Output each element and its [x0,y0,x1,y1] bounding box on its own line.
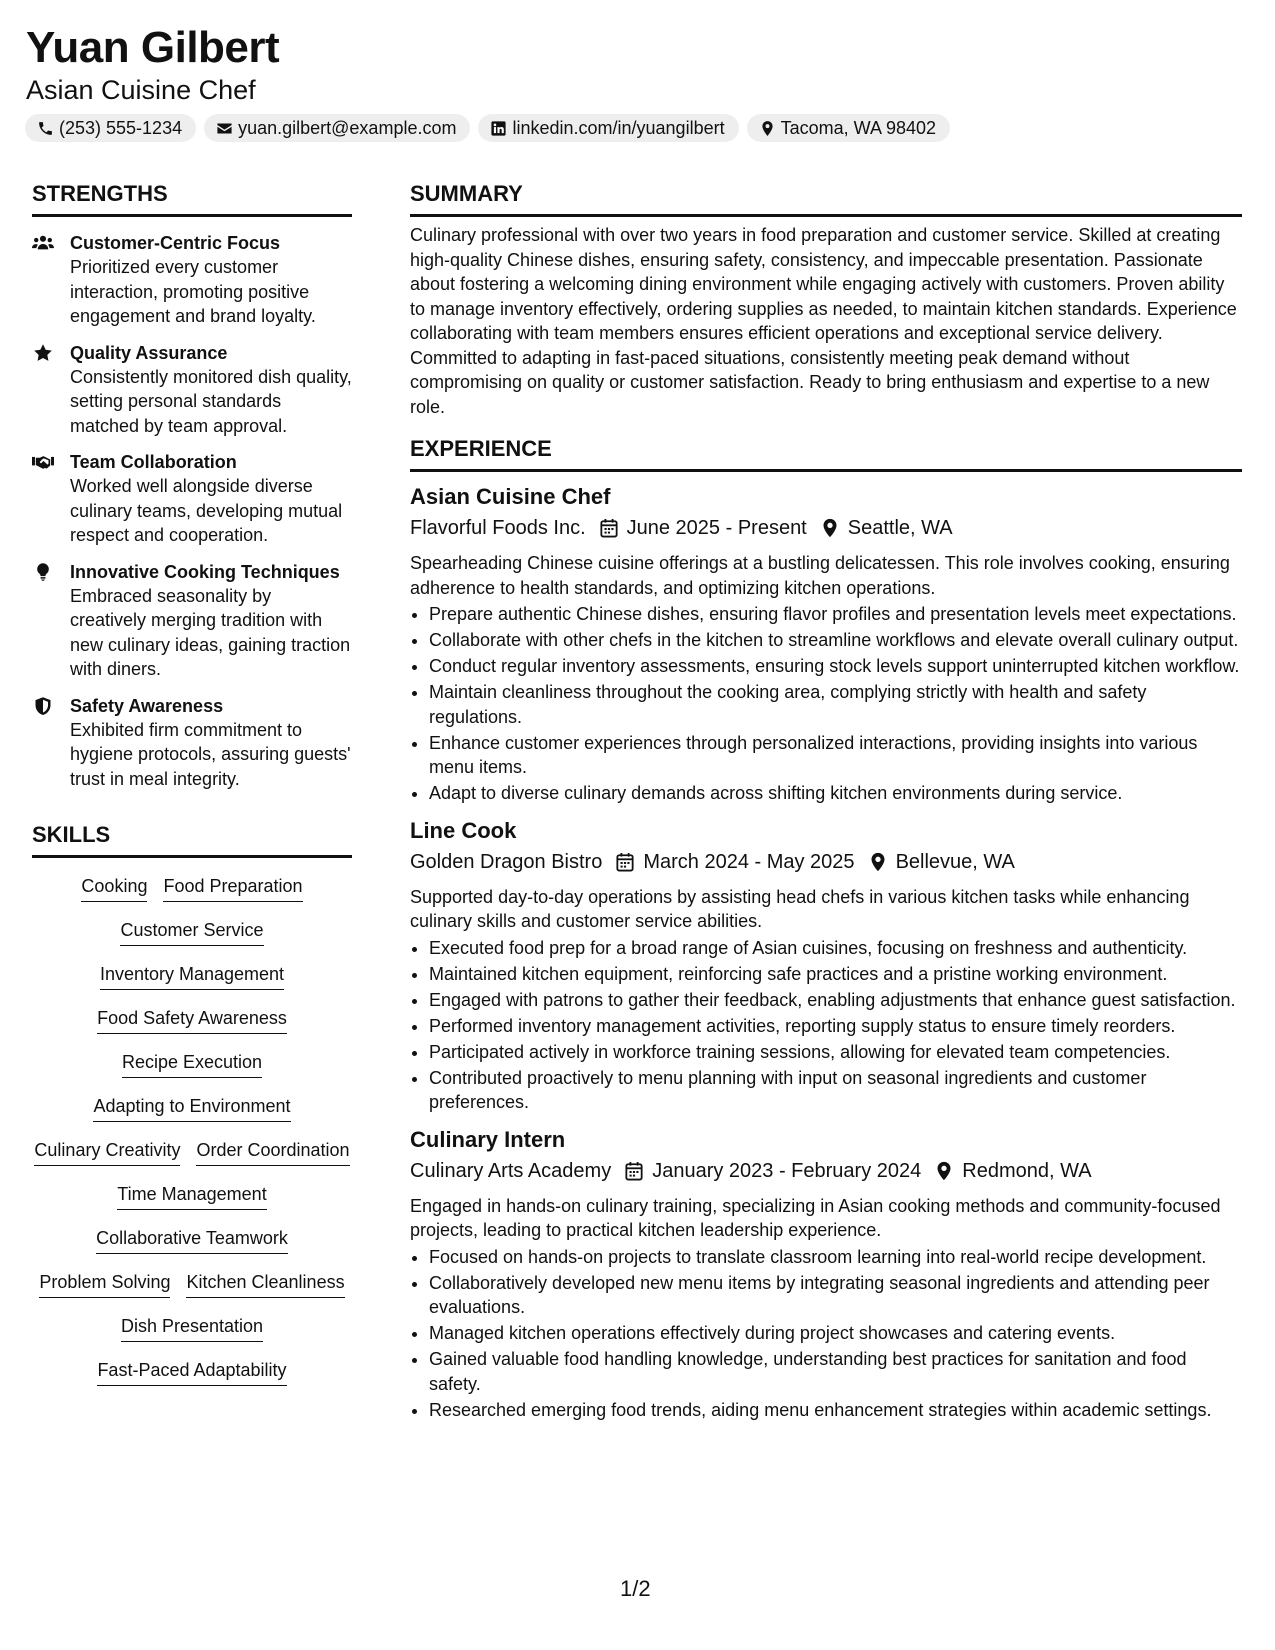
strength-item [32,341,352,439]
job-bullet: • Performed inventory management activities, reporting supply status to ensure timely reorders. [429,1014,1242,1039]
envelope-icon [216,120,233,137]
skill-tag: Food Preparation [163,874,302,902]
job-entry [410,1125,1242,1423]
strength-item [32,450,352,548]
job-bullet: • Managed kitchen operations effectively during project showcases and catering events. [429,1321,1242,1346]
job-bullets [410,1245,1242,1423]
location-pin-icon [759,120,776,137]
job-dates: January 2023 - February 2024 [652,1159,922,1182]
strength-title: Quality Assurance [70,342,228,363]
job-bullet: • Adapt to diverse culinary demands across shifting kitchen environments during service. [429,781,1242,806]
job-bullets [410,602,1242,806]
left-column [32,180,352,1394]
skill-tag: Customer Service [120,918,263,946]
strength-item [32,231,352,329]
job-location: Redmond, WA [962,1159,1092,1182]
job-meta [410,1156,1242,1186]
job-bullet: • Executed food prep for a broad range of Asian cuisines, focusing on freshness and authenticity. [429,936,1242,961]
job-meta [410,513,1242,543]
contact-phone-text: (253) 555-1234 [59,117,183,138]
job-bullet: • Prepare authentic Chinese dishes, ensuring flavor profiles and presentation levels meet expectations. [429,602,1242,627]
job-meta [410,847,1242,877]
job-company: Golden Dragon Bistro [410,850,603,873]
job-location: Seattle, WA [847,517,953,539]
job-company: Flavorful Foods Inc. [410,517,586,539]
job-entry [410,816,1242,1115]
contact-email-text: yuan.gilbert@example.com [238,117,457,138]
skill-tag: Dish Presentation [121,1314,263,1342]
calendar-icon [625,1161,643,1181]
job-title: Line Cook [410,817,517,843]
star-icon [32,343,54,363]
strength-item [32,694,352,792]
strength-item [32,560,352,682]
strength-desc: Exhibited firm commitment to hygiene protocols, assuring guests' trust in meal integrity. [70,719,351,789]
job-location: Bellevue, WA [895,850,1015,873]
job-description: Spearheading Chinese cuisine offerings at a bustling delicatessen. This role involves cooking, ensuring adherence to health standards, and optimizing kitchen operations. [410,553,1230,598]
job-description: Engaged in hands-on culinary training, specializing in Asian cooking methods and community-focused projects, leading to practical kitchen leadership experience. [410,1195,1221,1240]
strengths-heading: STRENGTHS [32,180,352,217]
job-dates: March 2024 - May 2025 [643,850,855,873]
summary-heading: SUMMARY [410,180,1242,217]
strength-title: Safety Awareness [70,695,224,716]
skill-tag: Problem Solving [39,1270,170,1298]
page-number: 1/2 [620,1576,651,1601]
job-title: Culinary Intern [410,1126,566,1152]
strength-desc: Worked well alongside diverse culinary teams, developing mutual respect and cooperation. [70,476,343,545]
strength-desc: Consistently monitored dish quality, setting personal standards matched by team approval. [70,366,352,436]
job-bullet: • Maintained kitchen equipment, reinforcing safe practices and a pristine working environment. [429,962,1242,987]
skill-tag: Collaborative Teamwork [96,1226,288,1254]
job-dates: June 2025 - Present [626,517,807,539]
job-title: Asian Cuisine Chef [410,484,611,509]
location-pin-icon [821,518,839,538]
strength-desc: Prioritized every customer interaction, promoting positive engagement and brand loyalty. [70,257,316,326]
skills-heading: SKILLS [32,821,352,858]
job-bullet: • Enhance customer experiences through personalized interactions, providing insights into various menu items. [429,731,1242,780]
strength-title: Innovative Cooking Techniques [70,561,340,582]
job-bullet: • Participated actively in workforce training sessions, allowing for elevated team competencies. [429,1040,1242,1065]
candidate-title: Asian Cuisine Chef [26,75,256,105]
job-bullet: • Gained valuable food handling knowledge, understanding best practices for sanitation and food safety. [429,1347,1242,1396]
strength-title: Team Collaboration [70,452,237,472]
experience-heading: EXPERIENCE [410,435,1242,472]
job-bullet: • Engaged with patrons to gather their feedback, enabling adjustments that enhance guest satisfaction. [429,988,1242,1013]
job-bullet: • Maintain cleanliness throughout the cooking area, complying strictly with health and safety regulations. [429,680,1242,729]
job-bullet: • Focused on hands-on projects to translate classroom learning into real-world recipe development. [429,1245,1242,1270]
lightbulb-icon [32,562,54,582]
job-bullet: • Conduct regular inventory assessments, ensuring stock levels support uninterrupted kitchen workflow. [429,654,1242,679]
job-bullet: • Collaboratively developed new menu items by integrating seasonal ingredients and attending peer evaluations. [429,1271,1242,1320]
shield-icon [32,696,54,716]
job-entry [410,482,1242,806]
skill-tag: Inventory Management [100,962,284,990]
linkedin-icon [490,120,507,137]
skill-tag: Order Coordination [196,1138,349,1166]
strength-title: Customer-Centric Focus [70,233,281,253]
strength-desc: Embraced seasonality by creatively merging tradition with new culinary ideas, gaining traction with diners. [70,585,351,679]
candidate-name: Yuan Gilbert [26,23,280,72]
contact-linkedin[interactable] [478,114,738,142]
contact-linkedin-text: linkedin.com/in/yuangilbert [512,117,725,138]
skill-tag: Recipe Execution [122,1050,262,1078]
skills-list [32,866,352,1394]
location-pin-icon [869,852,887,872]
summary-text: Culinary professional with over two years in food preparation and customer service. Skilled at creating high-quality Chinese dishes, ensuring safety, consistency, and impeccable presentation. Passionate about fostering a welcoming dining environment while engaging actively with customers. Proven ability to manage inventory effectively, ordering supplies as needed, to maintain kitchen standards. Experience collaborating with team members ensures efficient operations and exceptional service delivery. Committed to adapting in fast-paced situations, consistently meeting peak demand without compromising on quality or customer satisfaction. Ready to bring enthusiasm and expertise to a new role. [410,225,1237,417]
calendar-icon [616,852,634,872]
contact-bar [25,114,950,142]
location-pin-icon [935,1161,953,1181]
phone-icon [37,120,54,137]
skill-tag: Adapting to Environment [93,1094,290,1122]
skill-tag: Kitchen Cleanliness [186,1270,344,1298]
skill-tag: Fast-Paced Adaptability [97,1358,286,1386]
calendar-icon [600,518,618,538]
users-icon [32,233,54,253]
job-bullet: • Contributed proactively to menu planning with input on seasonal ingredients and customer preferences. [429,1066,1242,1115]
contact-phone[interactable] [25,114,196,142]
skill-tag: Time Management [117,1182,266,1210]
job-bullet: • Researched emerging food trends, aiding menu enhancement strategies within academic settings. [429,1398,1242,1423]
job-company: Culinary Arts Academy [410,1159,612,1182]
job-bullets [410,936,1242,1115]
handshake-icon [32,452,54,472]
contact-location [747,114,950,142]
job-description: Supported day-to-day operations by assisting head chefs in various kitchen tasks while enhancing culinary skills and customer service abilities. [410,886,1190,931]
job-bullet: • Collaborate with other chefs in the kitchen to streamline workflows and elevate overall culinary output. [429,628,1242,653]
skill-tag: Food Safety Awareness [97,1006,287,1034]
contact-email[interactable] [204,114,470,142]
skill-tag: Culinary Creativity [34,1138,180,1166]
skill-tag: Cooking [81,874,147,902]
right-column [410,180,1242,1424]
contact-location-text: Tacoma, WA 98402 [780,117,937,138]
